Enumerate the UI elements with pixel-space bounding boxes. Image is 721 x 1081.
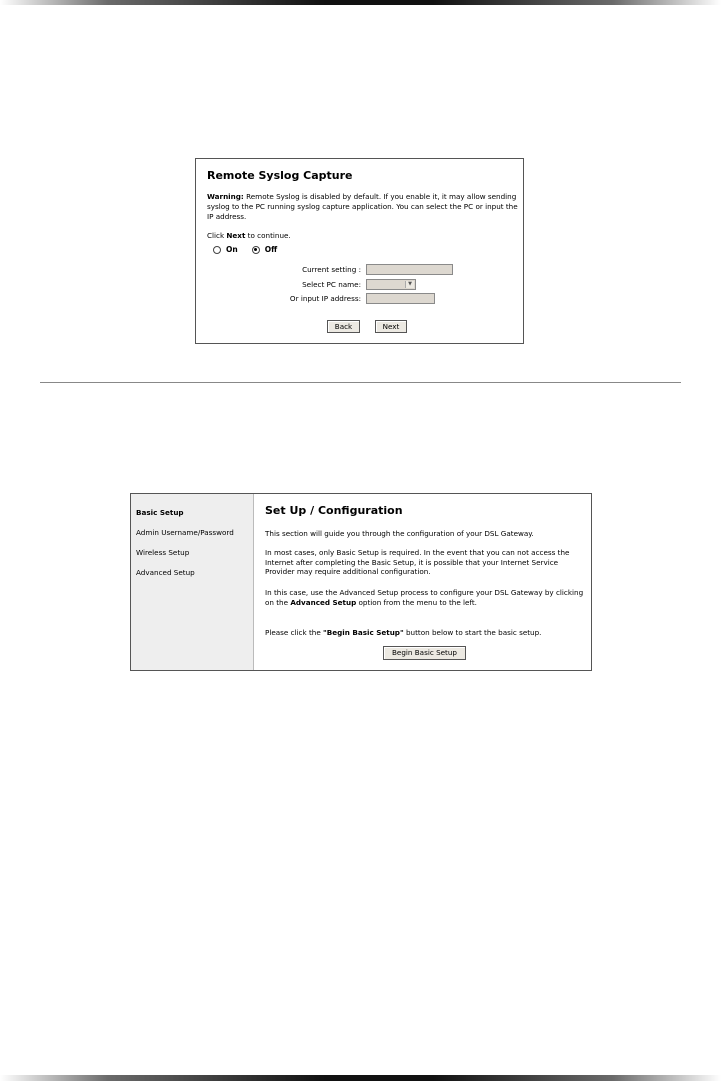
top-decorative-bar: [0, 0, 721, 5]
radio-on-label: On: [226, 245, 238, 254]
advanced-setup-emphasis: Advanced Setup: [290, 597, 357, 607]
current-setting-field: [366, 264, 453, 275]
sidebar-item-wireless-setup[interactable]: Wireless Setup: [136, 548, 190, 557]
setup-title: Set Up / Configuration: [265, 504, 403, 517]
setup-begin-paragraph: [265, 628, 587, 638]
continue-next-word: Next: [226, 231, 246, 240]
back-button[interactable]: Back: [327, 320, 360, 333]
begin-paragraph-suffix: button below to start the basic setup.: [403, 628, 542, 637]
setup-basic-paragraph: In most cases, only Basic Setup is required. In the event that you can not access the Internet after completing the Basic Setup, it is possible that your Internet Service Provider may require additional configuration.: [265, 548, 570, 576]
chevron-down-icon[interactable]: ▼: [405, 281, 414, 288]
pc-name-select[interactable]: [366, 279, 416, 290]
warning-text: [207, 192, 519, 222]
next-button[interactable]: Next: [375, 320, 407, 333]
sidebar-item-basic-setup[interactable]: Basic Setup: [136, 508, 184, 517]
current-setting-label: Current setting :: [302, 265, 361, 274]
begin-basic-setup-emphasis: "Begin Basic Setup": [323, 628, 404, 637]
radio-on[interactable]: [213, 246, 221, 254]
warning-label: Warning:: [207, 192, 244, 201]
sidebar-item-admin-username-password[interactable]: Admin Username/Password: [136, 528, 234, 537]
begin-paragraph-prefix: Please click the: [265, 628, 324, 637]
page-title: Remote Syslog Capture: [207, 169, 353, 182]
continue-suffix: to continue.: [245, 231, 291, 240]
advanced-paragraph-prefix: In this case, use the Advanced Setup process to configure your DSL Gateway by clicking on the: [265, 588, 584, 607]
radio-off[interactable]: [252, 246, 260, 254]
remote-syslog-panel: [195, 158, 524, 344]
setup-intro-paragraph: This section will guide you through the configuration of your DSL Gateway.: [265, 529, 534, 538]
sidebar-item-advanced-setup[interactable]: Advanced Setup: [136, 568, 195, 577]
syslog-toggle-group: [213, 245, 291, 254]
setup-advanced-paragraph: [265, 588, 587, 607]
pc-name-label: Select PC name:: [302, 280, 361, 289]
advanced-paragraph-suffix: option from the menu to the left.: [356, 597, 477, 607]
ip-address-input[interactable]: [366, 293, 435, 304]
radio-off-label: Off: [264, 245, 278, 254]
warning-body: Remote Syslog is disabled by default. If you enable it, it may allow sending syslog to the PC running syslog capture application. You can select the PC or input the IP address.: [207, 192, 518, 221]
section-divider: [40, 382, 681, 383]
continue-prefix: Click: [207, 231, 227, 240]
setup-configuration-panel: [130, 493, 592, 671]
continue-instruction: [207, 231, 291, 240]
begin-basic-setup-button[interactable]: Begin Basic Setup: [383, 646, 466, 660]
sidebar: [131, 494, 254, 670]
ip-address-label: Or input IP address:: [289, 294, 361, 303]
bottom-decorative-bar: [0, 1075, 721, 1081]
